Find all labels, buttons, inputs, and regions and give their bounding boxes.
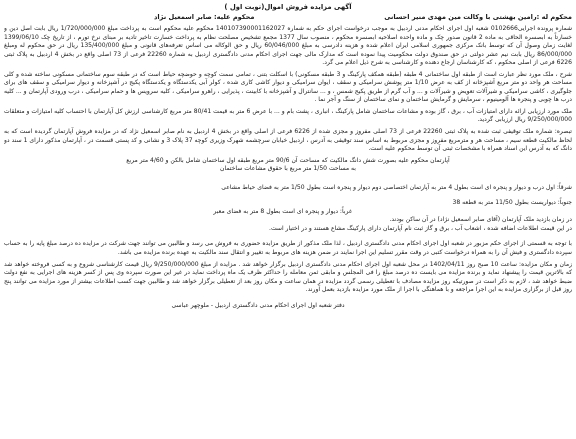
boundary-west: غرباً: دیوار و پنجره ای است بطول 8 متر به فضای معبر — [213, 207, 352, 215]
property-description-paragraph: شرح ، ملک مورد نظر عبارت است از طبقه اول ساختمانی 4 طبقه (طبقه همکف پارکینگ و 3 طبقه مسکونی) با اسکلت بتنی ، تمامی سمت کوچه و حوضچه حیاط است که در طبقه سوم ساختمانی مسکونی ساخته شده و کلی مساحت هر واحد دو متر مربع آشپزخانه از کف به عرض 1/10 متر پوشش سرامیکی و سقف ، ایوان سرامیکی و دیوار کاشی کاری شده ، کولر آبی یکدستگاه و یکدستگاه پکیج در آشپزخانه و دیوار سرامیکی و سقف های برای جلوگیری ، کاشی سرامیکی و شیرآلات تعویض و شیرآلات و ... و آب گرم از طریق پکیج شمس ، و ... سانترال و آشپزخانه با کابینت ، پذیرایی ، راهرو سرامیکی ، کلیه سرویس ها و حمام سرامیکی ، درب ورودی آپارتمان و ... کلیه درب ها چوبی و پنجره ها آلومینیوم ، سرمایش و گرمایش ساختمان و نمای ساختمان از سنگ و آجر نما . — [4, 70, 572, 104]
case-paragraph: شماره پرونده اجرایی0102666 شعبه اول اجرای احکام مدنی اردبیل به موجب درخواست اجرای حکم به شماره 140107390001162027 محکوم علیه محکوم است به پرداخت مبلغ 1/720/000/000 ریال بابت اصل دین و خسارتاً به ابصسره الحاقی به ماده 2 قانون صدور چک و ماده واحده اصلاحیه ابصسره محکوم ، منصوب سال 1377 مجمع تشخیص مصلحت نظام به پرداخت خسارت تاخیر تادیه بر مبنای نرخ تورم ، از تاریخ چک 1399/06/10 لغایت زمان وصول آن که توسط بانک مرکزی جمهوری اسلامی ایران اعلام شده و هزینه دادرسی به مبلغ 60/046/000 ریال و حق الوکاله می اساس تعرفه‌های قانونی و مبلغ 135/400/000 ریال در حق محکوم له ومبلغ 86/000/000 ریال بابت نیم عشر دولتی در حق صندوق دولت محکومیت پیدا نموده است که مدارک مالی جهت اجرای احکام مدنی دادگستری اردبیل به شماره 22260 فرعی از 73 اصلی واقع در بخش 4 اردبیل به پلاک ثبتی 6226 فرعی از اصلی محکوم ، که کارشناسان ارجاع دهنده و کارشناسی به شرح ذیل اعلام می گرد. — [4, 25, 572, 67]
auction-notice — [4, 2, 572, 435]
note-paragraph: تبصره: شماره ملک توقیفی ثبت شده به پلاک ثبتی 22260 فرعی از 73 اصلی مفروز و مجزی شده از 6226 فرعی از اصلی واقع در بخش 4 اردبیل به نام صابر اسمعیل نژاد که در مزایده فروش آپارتمان گردیده است که به لحاظ مالکیت قطعه سیم ، مساحت هر و مترمربع مفروز و مجزی مربوط به اساس سند توقیفی به آدرس ، اردبیل خیابان سرچشمه شهرک وزیری کوچه 37 پلاک 3 و نشانی و کد پستی قسمت در ، آپارتمان مذکور دارای 1 سند دو دانگ که به آدرس این اسناد همراه با مشخصات ثبتی آن توسط محکوم علیه است. — [4, 128, 572, 153]
valuation-paragraph: ملک مورد ارزیابی ارائه دارای امتیازات آب ، برق ، گاز بوده و مشاعات ساختمان شامل پارکینگ ، انباری ، پشت بام و ... با عرض 6 متر به قیمت 80/41 متر مربع کارشناسی ارزش کل آپارتمان با احتساب کلیه امتیازات و متعلقات 9/250/000/000 ریال ارزیابی گردید. — [4, 107, 572, 124]
auction-time-place: زمان و مکان مزایده: ساعت 10 صبح روز 1402/04/11 در محل شعبه اول اجرای احکام مدنی دادگستری اردبیل برگزار خواهد شد . مزایده از مبلغ 9/250/000/000 ریال قیمت کارشناسی شروع و به کسی فروخته خواهد شد که بالاترین قیمت را پیشنهاد نماید و برنده مزایده می بایست ده درصد مبلغ را فی المجلس و مابقی ثمن معامله را حداکثر ظرف یک ماه پرداخت نماید در غیر این صورت سپرده وی پس از کسر هزینه های اجرایی به نفع دولت ضبط خواهد شد ، لازم به ذکر است در صورتیکه روز مزایده مصادف با تعطیلی رسمی گردد مزایده در همان ساعت و مکان روز بعد از تعطیلی برگزار خواهد شد و طالبین جهت کسب اطلاعات بیشتر از مورد مزایده می توانند پنج روز قبل از برگزاری مزایده به این اجرا مراجعه و با هماهنگی با اجرا از ملک مورد مزایده بازدید بعمل آورند. — [4, 260, 572, 294]
notice-header — [4, 12, 572, 22]
utilities-note: در این قیمت اطلاعات اضافه شده ، اشعاب آب ، برق و گاز ثبت نام آپارتمان دارای پارکینگ مشاع هستند و در اختیار است. — [269, 224, 572, 232]
auction-conditions: با توجه به قسمتی از اجرای حکم مزبور در شعبه اول اجرای احکام مدنی دادگستری اردبیل ، لذا ملک مذکور از طریق مزایده حضوری به فروش می رسد و طالبین می توانند جهت شرکت در مزایده ده درصد مبلغ پایه را به حساب سپرده دادگستری و فیش آن را به همراه درخواست کتبی در وقت مقرر تسلیم این اجرا نمایند در ضمن هزینه های مربوط به تغییر و انتقال سند مالکیت به عهده برنده مزایده می باشد. — [4, 240, 572, 257]
plaintiff-line: محکوم له :رامین بهشتی با وکالت مین مهدی منیر احسانی — [384, 13, 572, 21]
signature-line: دفتر شعبه اول اجرای احکام مدنی دادگستری اردبیل - ملوچهر عباسی — [171, 301, 345, 309]
defendant-line: محکوم علیه: صابر اسمعیل نژاد — [154, 13, 255, 21]
area-line-2: به مساحت 1/50 متر مربع با حقوق مشاعات ساختمان — [220, 165, 356, 173]
notice-title: آگهی مزایده فروش اموال(نوبت اول ) — [224, 3, 352, 11]
visit-note: در زمان بازدید ملک آپارتمان (آقای صابر اسمعیل نژاد) در آن ساکن بودند. — [389, 216, 572, 224]
area-line: آپارتمان محکوم علیه بصورت شش دانگ مالکیت که مساحت آن 90/6 متر مربع طبقه اول ساختمان شامل بالکن و 4/60 متر مربع — [126, 156, 450, 164]
boundary-east: شرقاً: اول درب و دیوار و پنجره ای است بطول 4 متر به آپارتمان اختصاصی دوم دیوار و پنجره است بطول 1/50 متر به فضای حیاط مشاعی — [221, 183, 572, 191]
boundary-south: جنوباً: دیواریست بطول 11/50 متر به قطعه 38 — [452, 199, 572, 207]
